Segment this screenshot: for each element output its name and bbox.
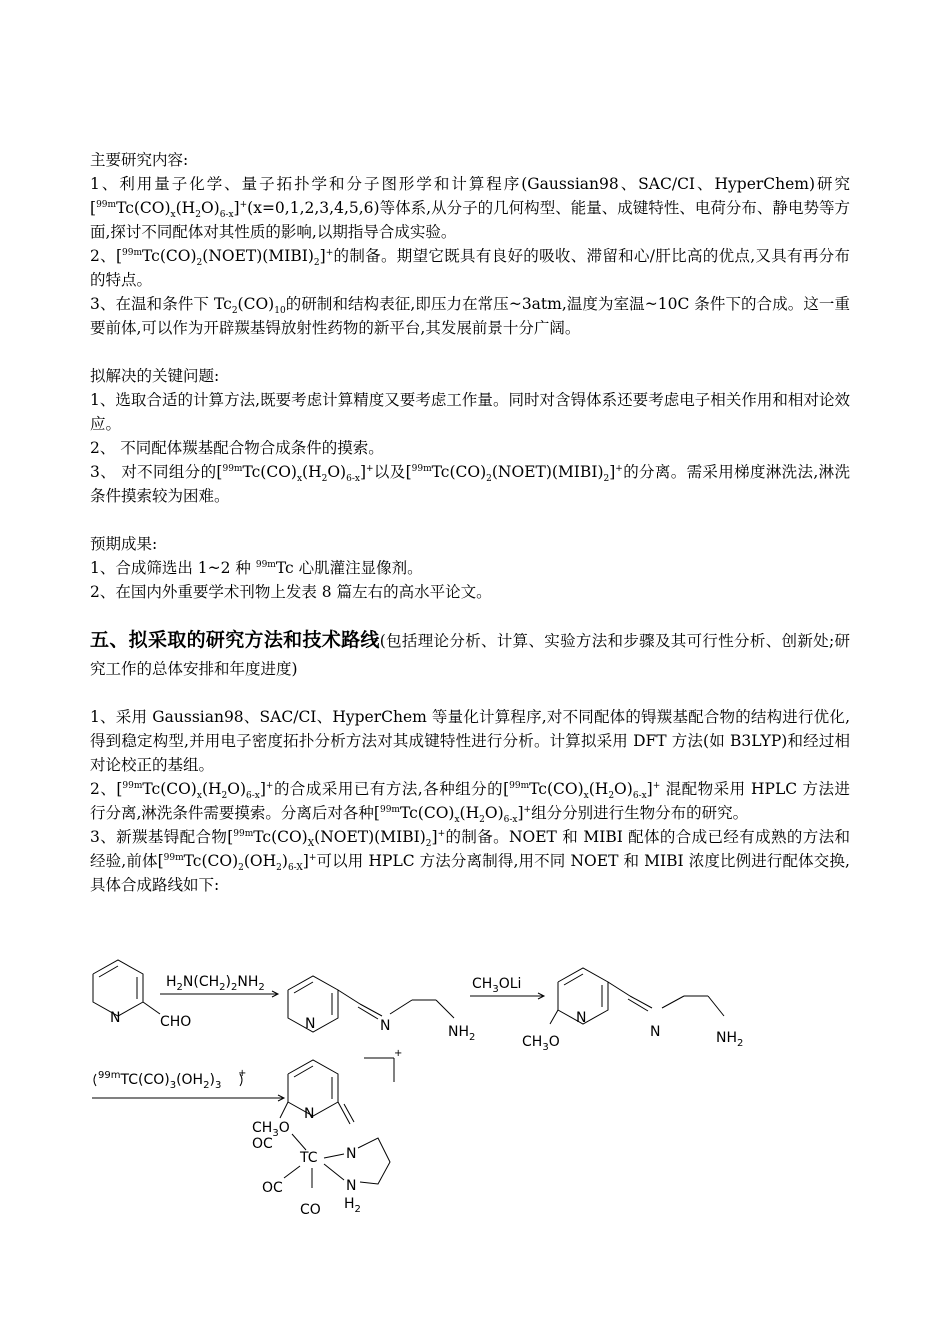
imine-nitrogen: N <box>380 1018 391 1034</box>
key-problems-heading: 拟解决的关键问题: <box>90 367 220 385</box>
reagent-ch3oli: $CH_3OLi$ <box>472 976 522 995</box>
expected-item-1: 1、合成筛选出 1~2 种 $^{99m}$Tc 心肌灌注显像剂。 <box>90 559 423 577</box>
section-5-title: 五、拟采取的研究方法和技术路线 <box>90 629 380 651</box>
reagent-tc-precursor: $^{99m}TC(CO)_3(OH_2)_3$ <box>98 1070 222 1091</box>
carbonyl-label-3: CO <box>300 1202 321 1218</box>
ring-nitrogen-4: N <box>304 1106 315 1122</box>
ring-nitrogen-3: N <box>576 1010 587 1026</box>
key-problems-item-3: 3、 对不同组分的$[^{99m}Tc(CO)_x(H_2O)_{6-x}]^+$以及$[^{99m}Tc(CO)_2(NOET)(MIBI)_2]^+$的分离。需采用梯度淋洗法,淋洗条件摸索较为困难。 <box>90 463 850 505</box>
ethylene-bridge <box>358 1138 390 1184</box>
ring-nitrogen-1: N <box>110 1010 121 1026</box>
amine-label-2: $NH_2$ <box>716 1030 744 1049</box>
complex-n-1: N <box>346 1146 357 1162</box>
main-research-item-1: 1、利用量子化学、量子拓扑学和分子图形学和计算程序(Gaussian98、SAC/CI、HyperChem)研究$[^{99m}Tc(CO)_x(H_2O)_{6-x}]^+(x=0,1,2,3,4,5,6)$等体系,从分子的几何构型、能量、成键特性、电荷分布、静电势等方面,探讨不同配体对其性质的影响,以期指导合成实验。 <box>90 175 850 241</box>
reagent-brace-left <box>94 1074 96 1086</box>
molecule-imine <box>288 976 475 1043</box>
expected-item-2: 2、在国内外重要学术刊物上发表 8 篇左右的高水平论文。 <box>90 583 492 601</box>
methoxy-label-1: $CH_3O$ <box>522 1034 560 1053</box>
methods-item-1: 1、采用 Gaussian98、SAC/CI、HyperChem 等量化计算程序,对不同配体的锝羰基配合物的结构进行优化,得到稳定构型,并用电子密度拓扑分析方法对其成键特性进行分析。计算拟采用 DFT 方法(如 B3LYP)和经过相对论校正的基组。 <box>90 708 850 774</box>
main-research-item-2: 2、$[^{99m}Tc(CO)_2(NOET)(MIBI)_2]^+$的制备。期望它既具有良好的吸收、滞留和心/肝比高的优点,又具有再分布的特点。 <box>90 247 850 289</box>
tc-center: TC <box>300 1150 318 1166</box>
carbonyl-label-2: OC <box>262 1180 283 1196</box>
reaction-step-1 <box>160 974 278 997</box>
reagent-ethylenediamine: $H_2N(CH_2)_2NH_2$ <box>166 974 265 993</box>
document-body <box>90 148 850 897</box>
aldehyde-bond <box>143 1002 160 1014</box>
complex-nh-h: $H_2$ <box>344 1196 361 1215</box>
expected-heading: 预期成果: <box>90 535 158 553</box>
ring-nitrogen-2: N <box>305 1016 316 1032</box>
carbonyl-label-1: OC <box>252 1136 273 1152</box>
reagent-charge: + <box>238 1068 247 1079</box>
key-problems-item-2: 2、 不同配体羰基配合物合成条件的摸索。 <box>90 439 384 457</box>
molecule-pyridine-aldehyde <box>93 960 191 1030</box>
aldehyde-label: CHO <box>160 1014 192 1030</box>
reaction-step-2 <box>470 976 544 999</box>
synthesis-scheme <box>88 952 788 1227</box>
amine-label-1: $NH_2$ <box>448 1024 476 1043</box>
methods-item-3: 3、新羰基锝配合物$[^{99m}Tc(CO)_X(NOET)(MIBI)_2]^+$的制备。NOET 和 MIBI 配体的合成已经有成熟的方法和经验,前体$[^{99m}Tc(CO)_2(OH_2)_{6-X}]^+$可以用 HPLC 方法分离制得,用不同 NOET 和 MIBI 浓度比例进行配体交换,具体合成路线如下: <box>90 828 850 894</box>
methoxy-label-2: $CH_3O$ <box>252 1120 290 1139</box>
complex-charge: + <box>394 1048 403 1059</box>
complex-n-2: N <box>346 1178 357 1194</box>
methods-item-2: 2、$[^{99m}Tc(CO)_x(H_2O)_{6-x}]^+$的合成采用已有方法,各种组分的$[^{99m}Tc(CO)_x(H_2O)_{6-x}]^+$ 混配物采用 HPLC 方法进行分离,淋洗条件需要摸索。分离后对各种$[^{99m}Tc(CO)_x(H_2O)_{6-x}]^+$组分分别进行生物分布的研究。 <box>90 780 850 826</box>
pyridine-ring-1 <box>93 960 143 1016</box>
main-research-heading: 主要研究内容: <box>90 151 189 169</box>
main-research-item-3: 3、在温和条件下 $Tc_2(CO)_{10}$的研制和结构表征,即压力在常压~3atm,温度为室温~10C 条件下的合成。这一重要前体,可以作为开辟羰基锝放射性药物的新平台,其发展前景十分广阔。 <box>90 295 851 337</box>
section-5-note: (包括理论分析、计算、实验方法和步骤及其可行性分析、创新处;研究工作的总体安排和年度进度) <box>90 632 850 678</box>
imine-nitrogen-2: N <box>650 1024 661 1040</box>
section-5-heading <box>90 626 850 683</box>
key-problems-item-1: 1、选取合适的计算方法,既要考虑计算精度又要考虑工作量。同时对含锝体系还要考虑电子相关作用和相对论效应。 <box>90 391 850 433</box>
molecule-methoxy-imine <box>522 968 743 1053</box>
reaction-step-3 <box>92 1068 284 1101</box>
molecule-tc-complex <box>252 1048 402 1218</box>
